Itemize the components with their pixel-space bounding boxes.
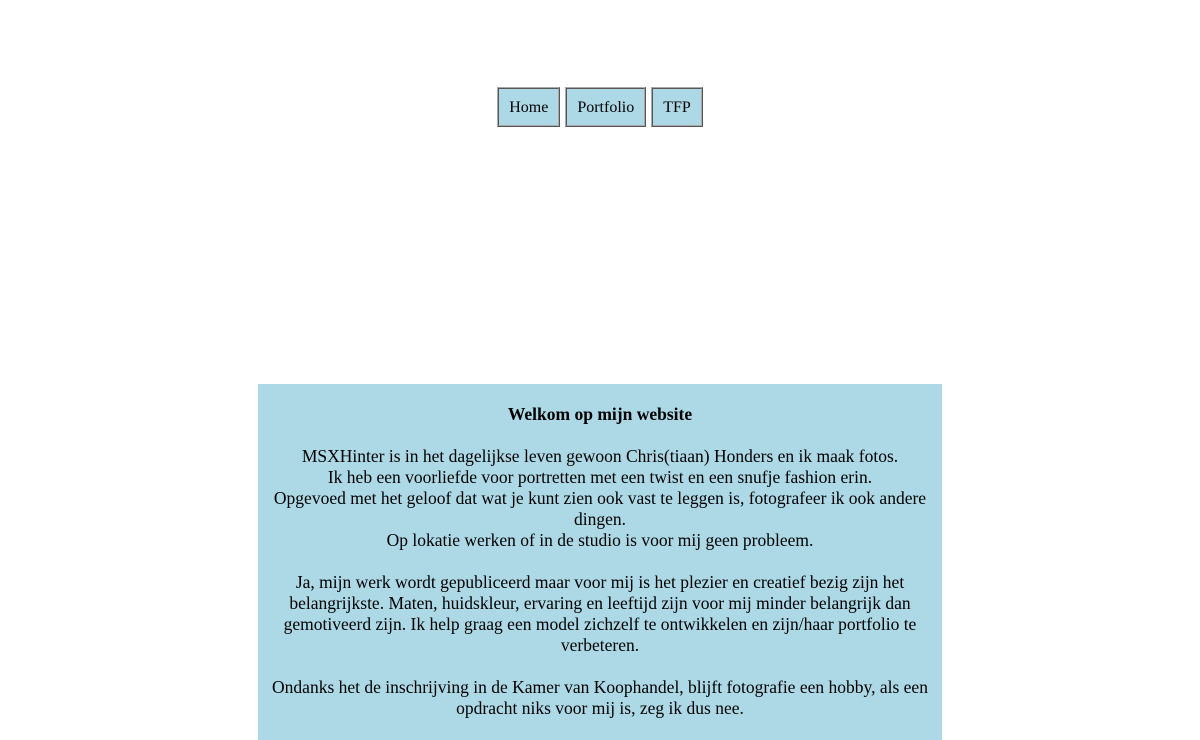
intro-line: Op lokatie werken of in de studio is voor mij geen probleem. bbox=[386, 530, 814, 550]
nav-portfolio[interactable]: Portfolio bbox=[565, 87, 646, 127]
nav-home[interactable]: Home bbox=[497, 87, 560, 127]
intro-line: Opgevoed met het geloof dat wat je kunt zien ook vast te leggen is, fotografeer ik ook andere dingen. bbox=[273, 488, 927, 529]
welcome-panel bbox=[258, 384, 942, 740]
intro-line: MSXHinter is in het dagelijkse leven gewoon Chris(tiaan) Honders en ik maak fotos. bbox=[301, 446, 899, 466]
nav-tfp[interactable]: TFP bbox=[651, 87, 703, 127]
page-title: Welkom op mijn website bbox=[507, 404, 693, 424]
work-paragraph bbox=[261, 572, 939, 656]
intro-paragraph bbox=[261, 446, 939, 551]
intro-line: Ik heb een voorliefde voor portretten met een twist en een snufje fashion erin. bbox=[327, 467, 873, 487]
hobby-paragraph bbox=[261, 677, 939, 719]
hobby-text: Ondanks het de inschrijving in de Kamer van Koophandel, blijft fotografie een hobby, als een opdracht niks voor mij is, zeg ik dus nee. bbox=[272, 677, 928, 718]
main-nav bbox=[0, 87, 1200, 127]
work-text: Ja, mijn werk wordt gepubliceerd maar voor mij is het plezier en creatief bezig zijn het belangrijkste. Maten, huidskleur, ervaring en leeftijd zijn voor mij minder belangrijk dan gemotiveerd zijn. Ik help graag een model zichzelf te ontwikkelen en zijn/haar portfolio te verbeteren. bbox=[283, 572, 917, 655]
